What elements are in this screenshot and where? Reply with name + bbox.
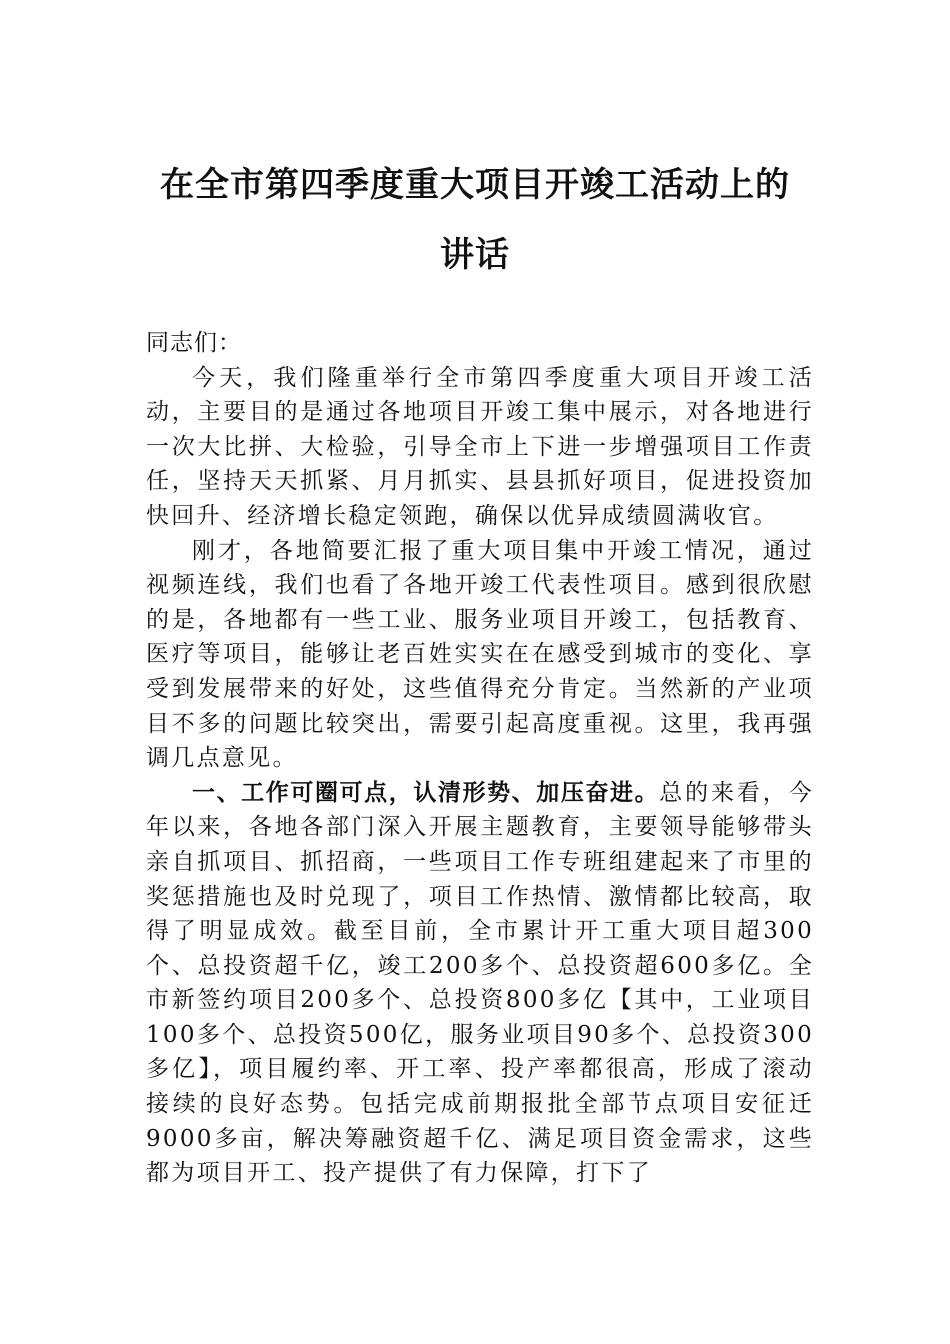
paragraph-review: 刚才，各地简要汇报了重大项目集中开竣工情况，通过视频连线，我们也看了各地开竣工代表性项目。感到很欣慰的是，各地都有一些工业、服务业项目开竣工，包括教育、医疗等项目，能够让老百姓实实在在感受到城市的变化、享受到发展带来的好处，这些值得充分肯定。当然新的产业项目不多的问题比较突出，需要引起高度重视。这里，我再强调几点意见。: [146, 537, 814, 772]
paragraph-opening: 今天，我们隆重举行全市第四季度重大项目开竣工活动，主要目的是通过各地项目开竣工集中展示，对各地进行一次大比拼、大检验，引导全市上下进一步增强项目工作责任，坚持天天抓紧、月月抓实、县县抓好项目，促进投资加快回升、经济增长稳定领跑，确保以优异成绩圆满收官。: [146, 364, 814, 529]
paragraph-section-one: [146, 776, 814, 1191]
title-line-1: 在全市第四季度重大项目开竣工活动上的: [160, 165, 790, 205]
section-one-text: 总的来看，今年以来，各地各部门深入开展主题教育，主要领导能够带头亲自抓项目、抓招商，一些项目工作专班组建起来了市里的奖惩措施也及时兑现了，项目工作热情、激情都比较高，取得了明显成效。截至目前，全市累计开工重大项目超300个、总投资超千亿，竣工200多个、总投资超600多亿。全市新签约项目200多个、总投资800多亿【其中，工业项目100多个、总投资500亿，服务业项目90多个、总投资300多亿】，项目履约率、开工率、投产率都很高，形成了滚动接续的良好态势。包括完成前期报批全部节点项目安征迁9000多亩，解决筹融资超千亿、满足项目资金需求，这些都为项目开工、投产提供了有力保障，打下了: [146, 779, 814, 1187]
salutation: 同志们：: [146, 330, 242, 356]
section-heading: 一、工作可圈可点，认清形势、加压奋进。: [192, 779, 660, 806]
title-line-2: 讲话: [440, 235, 510, 275]
document-title: [120, 150, 830, 290]
document-body: [146, 326, 814, 1191]
